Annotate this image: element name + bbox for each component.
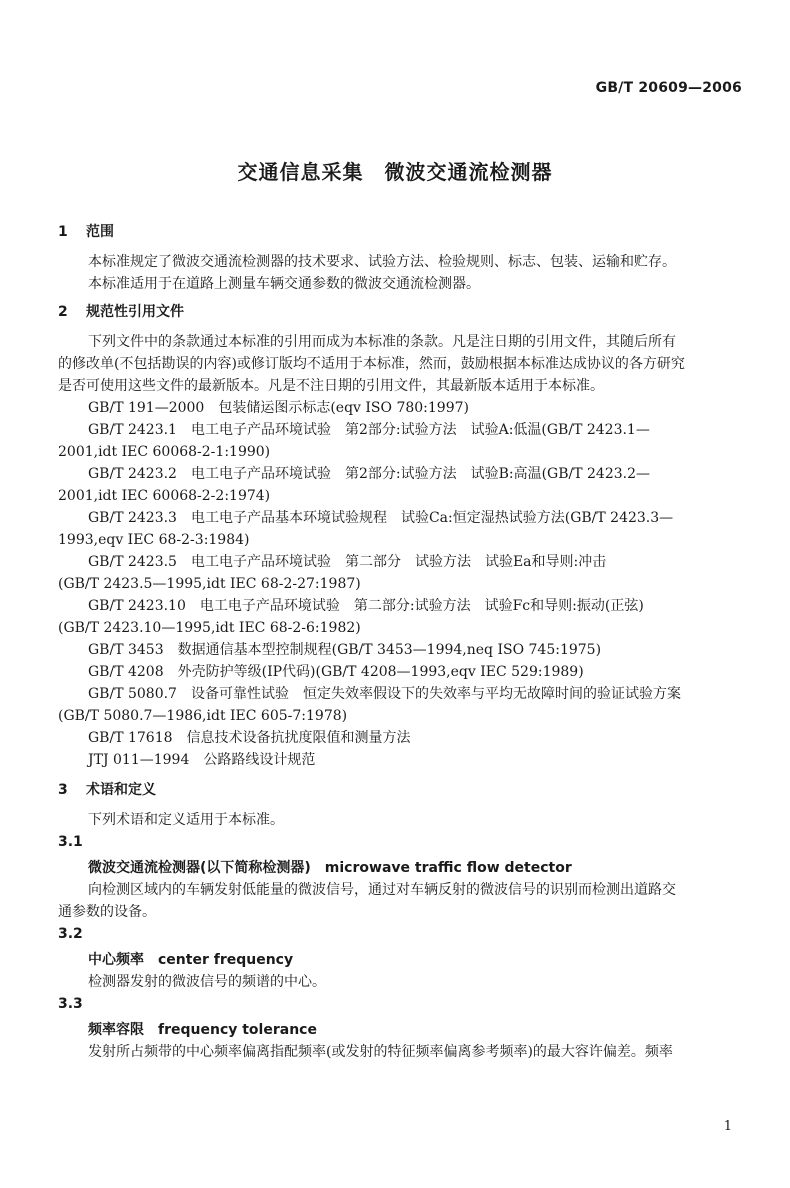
page-number: 1 (723, 1119, 732, 1134)
reference-item: JTJ 011—1994 公路路线设计规范 (88, 752, 316, 768)
section-number: 1 (58, 224, 68, 240)
section-number: 3 (58, 782, 68, 798)
term-definition: 向检测区域内的车辆发射低能量的微波信号，通过对车辆反射的微波信号的识别而检测出道路交 (88, 882, 676, 898)
paragraph-line: 下列文件中的条款通过本标准的引用而成为本标准的条款。凡是注日期的引用文件，其随后所有 (88, 334, 676, 350)
reference-item: GB/T 17618 信息技术设备抗扰度限值和测量方法 (88, 730, 411, 746)
section-title: 规范性引用文件 (86, 304, 184, 320)
section-title: 范围 (86, 224, 114, 240)
reference-item: GB/T 2423.3 电工电子产品基本环境试验规程 试验Ca:恒定湿热试验方法(GB/T 2423.3— (88, 510, 674, 526)
term-definition-continuation: 通参数的设备。 (58, 904, 156, 920)
document-body (58, 221, 740, 1063)
paragraph-line: 的修改单(不包括勘误的内容)或修订版均不适用于本标准，然而，鼓励根据本标准达成协议的各方研究 (58, 356, 685, 372)
term-number: 3.1 (58, 834, 83, 850)
paragraph: 本标准适用于在道路上测量车辆交通参数的微波交通流检测器。 (88, 276, 480, 292)
paragraph: 下列术语和定义适用于本标准。 (88, 812, 284, 828)
term-definition: 发射所占频带的中心频率偏离指配频率(或发射的特征频率偏离参考频率)的最大容许偏差。频率 (88, 1044, 673, 1060)
reference-item: GB/T 2423.1 电工电子产品环境试验 第2部分:试验方法 试验A:低温(GB/T 2423.1— (88, 422, 650, 438)
term-chinese: 微波交通流检测器(以下简称检测器) (88, 860, 311, 876)
standard-code: GB/T 20609—2006 (595, 80, 742, 96)
document-title: 交通信息采集 微波交通流检测器 (237, 160, 553, 184)
paragraph-line: 是否可使用这些文件的最新版本。凡是不注日期的引用文件，其最新版本适用于本标准。 (58, 378, 604, 394)
term-entry (58, 949, 740, 971)
reference-item-continuation: 2001,idt IEC 60068-2-2:1974) (58, 488, 271, 504)
term-definition: 检测器发射的微波信号的频谱的中心。 (88, 974, 326, 990)
term-chinese: 中心频率 (88, 952, 144, 968)
reference-item-continuation: 2001,idt IEC 60068-2-1:1990) (58, 444, 271, 460)
section-heading-terms-definitions (58, 779, 740, 801)
reference-item-continuation: (GB/T 2423.10—1995,idt IEC 68-2-6:1982) (58, 620, 361, 636)
term-number: 3.2 (58, 926, 83, 942)
section-heading-normative-references (58, 301, 740, 323)
term-entry (58, 857, 740, 879)
reference-item: GB/T 2423.10 电工电子产品环境试验 第二部分:试验方法 试验Fc和导则:振动(正弦) (88, 598, 644, 614)
reference-item: GB/T 2423.5 电工电子产品环境试验 第二部分 试验方法 试验Ea和导则:冲击 (88, 554, 607, 570)
section-heading-scope (58, 221, 740, 243)
term-english: center frequency (158, 952, 294, 968)
reference-item: GB/T 2423.2 电工电子产品环境试验 第2部分:试验方法 试验B:高温(GB/T 2423.2— (88, 466, 651, 482)
term-number: 3.3 (58, 996, 83, 1012)
section-title: 术语和定义 (86, 782, 156, 798)
reference-item: GB/T 4208 外壳防护等级(IP代码)(GB/T 4208—1993,eqv IEC 529:1989) (88, 664, 584, 680)
term-chinese: 频率容限 (88, 1022, 144, 1038)
reference-item-continuation: 1993,eqv IEC 68-2-3:1984) (58, 532, 250, 548)
reference-item-continuation: (GB/T 2423.5—1995,idt IEC 68-2-27:1987) (58, 576, 361, 592)
reference-item: GB/T 5080.7 设备可靠性试验 恒定失效率假设下的失效率与平均无故障时间的验证试验方案 (88, 686, 681, 702)
reference-item: GB/T 191—2000 包装储运图示标志(eqv ISO 780:1997) (88, 400, 469, 416)
term-english: frequency tolerance (158, 1022, 317, 1038)
term-entry (58, 1019, 740, 1041)
paragraph: 本标准规定了微波交通流检测器的技术要求、试验方法、检验规则、标志、包装、运输和贮存。 (88, 254, 676, 270)
term-english: microwave traffic flow detector (324, 860, 572, 876)
section-number: 2 (58, 304, 68, 320)
reference-item-continuation: (GB/T 5080.7—1986,idt IEC 605-7:1978) (58, 708, 348, 724)
reference-item: GB/T 3453 数据通信基本型控制规程(GB/T 3453—1994,neq ISO 745:1975) (88, 642, 602, 658)
